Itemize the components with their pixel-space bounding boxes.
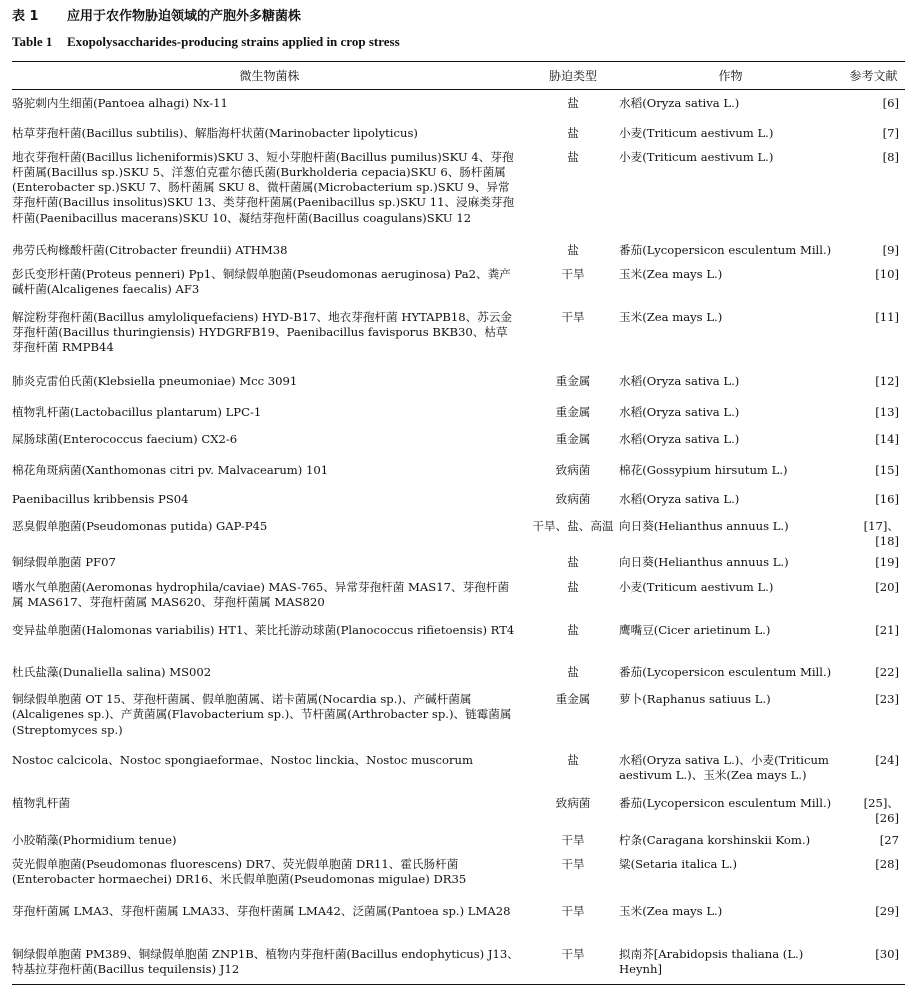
reference-cell: [30] [842,941,905,985]
table-row [12,457,905,486]
crop-cell: 番茄(Lycopersicon esculentum Mill.) [619,242,832,257]
crop-cell: 粱(Setaria italica L.) [619,856,738,871]
reference-cell: [24] [875,753,899,768]
stress-cell: 干旱 [527,941,619,985]
stress-cell: 干旱 [561,903,585,918]
stress-cell: 致病菌 [555,491,591,506]
strain-cell: 肺炎克雷伯氏菌(Klebsiella pneumoniae) Mcc 3091 [12,373,298,388]
header-strain: 微生物菌株 [12,62,527,90]
strain-cell: 植物乳杆菌(Lactobacillus plantarum) LPC-1 [12,404,262,419]
strain-cell: 植物乳杆菌 [12,796,70,811]
strain-cell: 铜绿假单胞菌 PM389、铜绿假单胞菌 ZNP1B、植物内芽孢杆菌(Bacillus endophyticus) J13、特基拉芽孢杆菌(Bacillus tequilensis) J12 [12,941,527,985]
strain-cell: 棉花角斑病菌(Xanthomonas citri pv. Malvacearum) 101 [12,462,329,477]
crop-cell: 玉米(Zea mays L.) [619,309,723,324]
table-row [12,261,905,304]
crop-cell: 小麦(Triticum aestivum L.) [619,580,774,595]
crop-cell: 番茄(Lycopersicon esculentum Mill.) [619,665,832,680]
table-row [12,790,905,827]
strain-cell: 铜绿假单胞菌 PF07 [12,555,116,570]
stress-cell: 盐 [567,623,579,638]
table-row [12,144,905,237]
crop-cell: 水稻(Oryza sativa L.) [619,373,740,388]
crop-cell: 小麦(Triticum aestivum L.) [619,149,774,164]
crop-cell: 棉花(Gossypium hirsutum L.) [619,462,788,477]
reference-cell: [11] [875,309,899,324]
strain-cell: 变异盐单胞菌(Halomonas variabilis) HT1、莱比托游动球菌(Planococcus rifietoensis) RT4 [12,623,515,638]
table-row [12,549,905,574]
stress-cell: 盐 [567,555,579,570]
header-stress: 胁迫类型 [527,62,619,90]
table-body [12,90,905,985]
table-row [12,617,905,659]
stress-cell: 干旱 [561,309,585,324]
stress-cell: 盐 [567,125,579,140]
stress-cell: 重金属 [555,404,591,419]
stress-cell: 致病菌 [555,462,591,477]
reference-cell: [20] [875,580,899,595]
table-row [12,120,905,144]
reference-cell: [14] [875,431,899,446]
stress-cell: 盐 [567,753,579,768]
strain-cell: 骆驼刺内生细菌(Pantoea alhagi) Nx-11 [12,96,228,110]
crop-cell: 鹰嘴豆(Cicer arietinum L.) [619,623,771,638]
table-row [12,426,905,457]
table-caption-en [12,33,905,51]
strain-cell: 弗劳氏枸橼酸杆菌(Citrobacter freundii) ATHM38 [12,242,288,257]
crop-cell: 小麦(Triticum aestivum L.) [619,125,774,140]
strains-table [12,61,905,985]
table-row [12,399,905,426]
reference-cell: [8] [882,149,899,164]
crop-cell: 拟南芥[Arabidopsis thaliana (L.) Heynh] [619,941,842,985]
header-crop: 作物 [619,62,842,90]
table-title-en: Exopolysaccharides-producing strains applied in crop stress [67,34,400,49]
table-row [12,941,905,985]
strain-cell: 地衣芽孢杆菌(Bacillus licheniformis)SKU 3、短小芽胞杆菌(Bacillus pumilus)SKU 4、芽孢杆菌属(Bacillus sp.)SKU 5、洋葱伯克霍尔德氏菌(Burkholderia cepacia)SKU 6、肠杆菌属(Enterobacter sp.)SKU 7、肠杆菌属 SKU 8、微杆菌属(Microbacterium sp.)SKU 9、异常芽孢杆菌(Bacillus insolitus)SKU 13、类芽孢杆菌属(Paenibacillus sp.)SKU 11、浸麻类芽孢杆菌(Paenibacillus macerans)SKU 10、凝结芽孢杆菌(Bacillus coagulans)SKU 12 [12,149,515,225]
reference-cell: [29] [875,903,899,918]
stress-cell: 盐 [567,96,579,110]
crop-cell: 柠条(Caragana korshinskii Kom.) [619,832,811,847]
table-row [12,368,905,399]
crop-cell: 萝卜(Raphanus satiuus L.) [619,692,771,707]
table-row [12,898,905,941]
table-row [12,659,905,686]
crop-cell: 水稻(Oryza sativa L.) [619,404,740,419]
stress-cell: 重金属 [555,373,591,388]
stress-cell: 干旱 [561,856,585,871]
reference-cell: [15] [875,462,899,477]
header-reference: 参考文献 [842,62,905,90]
reference-cell: [28] [875,856,899,871]
strain-cell: 芽孢杆菌属 LMA3、芽孢杆菌属 LMA33、芽孢杆菌属 LMA42、泛菌属(Pantoea sp.) LMA28 [12,903,511,918]
strain-cell: 杜氏盐藻(Dunaliella salina) MS002 [12,665,212,680]
strain-cell: 铜绿假单胞菌 OT 15、芽孢杆菌属、假单胞菌属、诺卡菌属(Nocardia sp.)、产碱杆菌属(Alcaligenes sp.)、产黄菌属(Flavobacterium sp.)、节杆菌属(Arthrobacter sp.)、链霉菌属(Streptomyces sp.) [12,692,512,737]
table-row [12,304,905,368]
reference-cell: [25]、[26] [863,796,899,826]
table-number-en: Table 1 [12,34,53,49]
reference-cell: [10] [875,266,899,281]
table-row [12,747,905,790]
crop-cell: 向日葵(Helianthus annuus L.) [619,555,789,570]
stress-cell: 盐 [567,665,579,680]
strain-cell: 屎肠球菌(Enterococcus faecium) CX2-6 [12,431,238,446]
table-row [12,513,905,550]
strain-cell: 荧光假单胞菌(Pseudomonas fluorescens) DR7、荧光假单胞菌 DR11、霍氏肠杆菌(Enterobacter hormaechei) DR16、米氏假单胞菌(Pseudomonas migulae) DR35 [12,856,467,886]
reference-cell: [9] [882,242,899,257]
table-row [12,486,905,513]
strain-cell: 嗜水气单胞菌(Aeromonas hydrophila/caviae) MAS-765、异常芽孢杆菌 MAS17、芽孢杆菌属 MAS617、芽孢杆菌属 MAS620、芽孢杆菌属 MAS820 [12,580,509,610]
crop-cell: 水稻(Oryza sativa L.) [619,491,740,506]
strain-cell: 解淀粉芽孢杆菌(Bacillus amyloliquefaciens) HYD-B17、地衣芽孢杆菌 HYTAPB18、苏云金芽孢杆菌(Bacillus thuringiensis) HYDGRFB19、Paenibacillus favisporus BKB30、枯草芽孢杆菌 RMPB44 [12,309,513,355]
table-row [12,237,905,261]
crop-cell: 玉米(Zea mays L.) [619,266,723,281]
crop-cell: 水稻(Oryza sativa L.) [619,431,740,446]
reference-cell: [16] [875,491,899,506]
reference-cell: [27 [879,832,899,847]
reference-cell: [23] [875,692,899,707]
table-number-cn: 表 1 [12,9,39,24]
strain-cell: 彭氏变形杆菌(Proteus penneri) Pp1、铜绿假单胞菌(Pseudomonas aeruginosa) Pa2、粪产碱杆菌(Alcaligenes faecalis) AF3 [12,266,511,296]
reference-cell: [21] [875,623,899,638]
stress-cell: 干旱 [561,832,585,847]
stress-cell: 重金属 [555,431,591,446]
reference-cell: [17]、[18] [863,518,899,548]
stress-cell: 重金属 [555,692,591,707]
crop-cell: 玉米(Zea mays L.) [619,903,723,918]
stress-cell: 盐 [567,580,579,595]
reference-cell: [13] [875,404,899,419]
strain-cell: 小胶鞘藻(Phormidium tenue) [12,832,177,847]
strain-cell: Nostoc calcicola、Nostoc spongiaeformae、Nostoc linckia、Nostoc muscorum [12,753,473,768]
crop-cell: 水稻(Oryza sativa L.) [619,96,740,110]
table-row [12,574,905,617]
table-caption-cn [12,8,905,26]
stress-cell: 干旱 [561,266,585,281]
table-row [12,851,905,898]
table-row [12,827,905,851]
strain-cell: Paenibacillus kribbensis PS04 [12,491,189,506]
stress-cell: 盐 [567,242,579,257]
reference-cell: [6] [882,96,899,110]
table-row [12,686,905,747]
crop-cell: 向日葵(Helianthus annuus L.) [619,518,789,533]
reference-cell: [22] [875,665,899,680]
table-row [12,90,905,120]
reference-cell: [19] [875,555,899,570]
strain-cell: 恶臭假单胞菌(Pseudomonas putida) GAP-P45 [12,518,268,533]
table-title-cn: 应用于农作物胁迫领域的产胞外多糖菌株 [67,9,302,24]
reference-cell: [7] [882,125,899,140]
stress-cell: 致病菌 [555,796,591,811]
table-header-row [12,62,905,90]
strain-cell: 枯草芽孢杆菌(Bacillus subtilis)、解脂海杆状菌(Marinobacter lipolyticus) [12,125,418,140]
crop-cell: 番茄(Lycopersicon esculentum Mill.) [619,796,832,811]
reference-cell: [12] [875,373,899,388]
crop-cell: 水稻(Oryza sativa L.)、小麦(Triticum aestivum L.)、玉米(Zea mays L.) [619,753,829,783]
stress-cell: 盐 [567,149,579,164]
stress-cell: 干旱、盐、高温 [532,518,614,533]
